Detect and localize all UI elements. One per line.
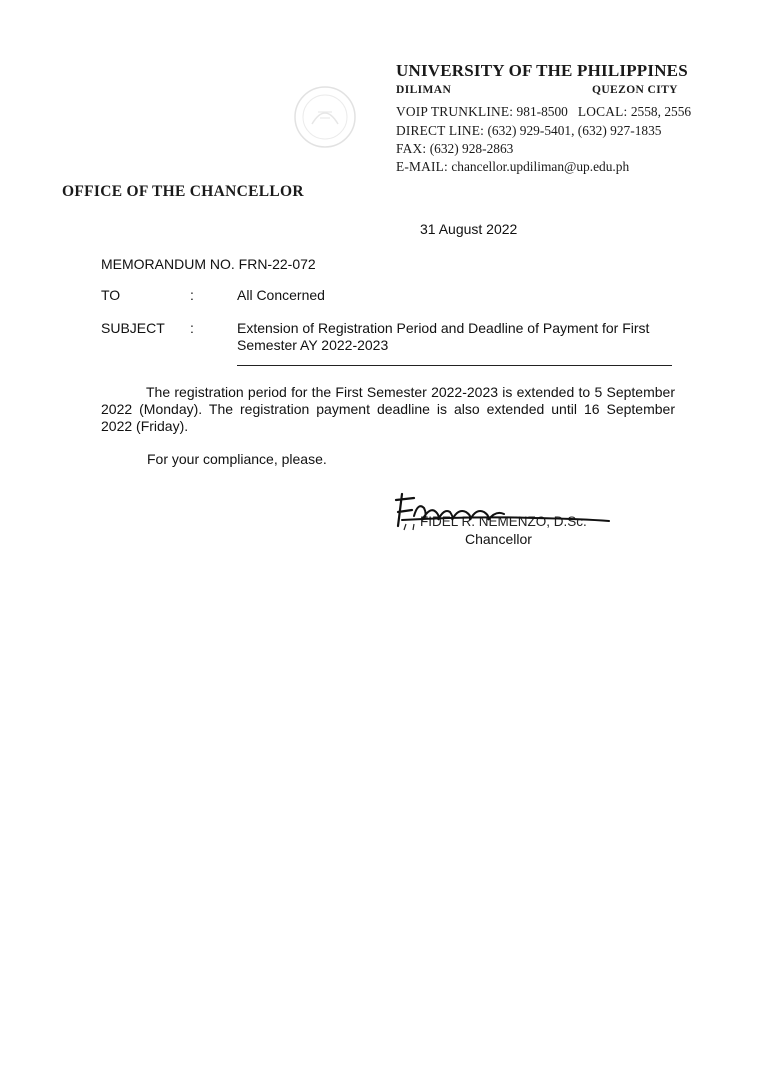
office-title: OFFICE OF THE CHANCELLOR bbox=[62, 183, 304, 200]
memo-paragraph-text: The registration period for the First Semester 2022-2023 is extended to 5 September 2022 (Monday). The registration payment deadline is also extended until 16 September 2022 (Friday). bbox=[101, 384, 675, 434]
memo-date: 31 August 2022 bbox=[420, 221, 518, 237]
signatory-title: Chancellor bbox=[465, 531, 532, 547]
to-label: TO bbox=[101, 287, 121, 303]
direct-line bbox=[396, 123, 662, 139]
university-seal-watermark bbox=[290, 82, 360, 152]
email-line bbox=[396, 159, 629, 175]
university-name: UNIVERSITY OF THE PHILIPPINES bbox=[396, 61, 688, 80]
direct-label: DIRECT LINE: bbox=[396, 123, 485, 138]
fax-label: FAX: bbox=[396, 141, 427, 156]
subject-value: Extension of Registration Period and Deadline of Payment for First Semester AY 2022-2023 bbox=[237, 320, 650, 353]
to-colon: : bbox=[190, 287, 194, 303]
signatory-name: FIDEL R. NEMENZO, D.Sc. bbox=[420, 514, 587, 529]
subject-label: SUBJECT bbox=[101, 320, 165, 336]
voip-number: 981-8500 bbox=[516, 104, 568, 119]
subject-divider bbox=[237, 365, 672, 366]
memo-paragraph bbox=[101, 384, 675, 434]
to-value: All Concerned bbox=[237, 287, 325, 303]
direct-numbers: (632) 929-5401, (632) 927-1835 bbox=[487, 123, 662, 138]
memo-closing: For your compliance, please. bbox=[147, 451, 327, 467]
memo-number: MEMORANDUM NO. FRN-22-072 bbox=[101, 256, 316, 272]
local-numbers: 2558, 2556 bbox=[630, 104, 692, 119]
city-name: QUEZON CITY bbox=[592, 84, 678, 96]
email-label: E-MAIL: bbox=[396, 159, 448, 174]
local-label: LOCAL: bbox=[577, 104, 628, 119]
voip-line bbox=[396, 104, 691, 120]
voip-label: VOIP TRUNKLINE: bbox=[396, 104, 514, 119]
handwritten-signature-icon bbox=[384, 486, 624, 536]
campus-name: DILIMAN bbox=[396, 84, 452, 96]
email-address: chancellor.updiliman@up.edu.ph bbox=[451, 159, 630, 174]
fax-number: (632) 928-2863 bbox=[429, 141, 514, 156]
subject-colon: : bbox=[190, 320, 194, 336]
fax-line bbox=[396, 141, 513, 157]
